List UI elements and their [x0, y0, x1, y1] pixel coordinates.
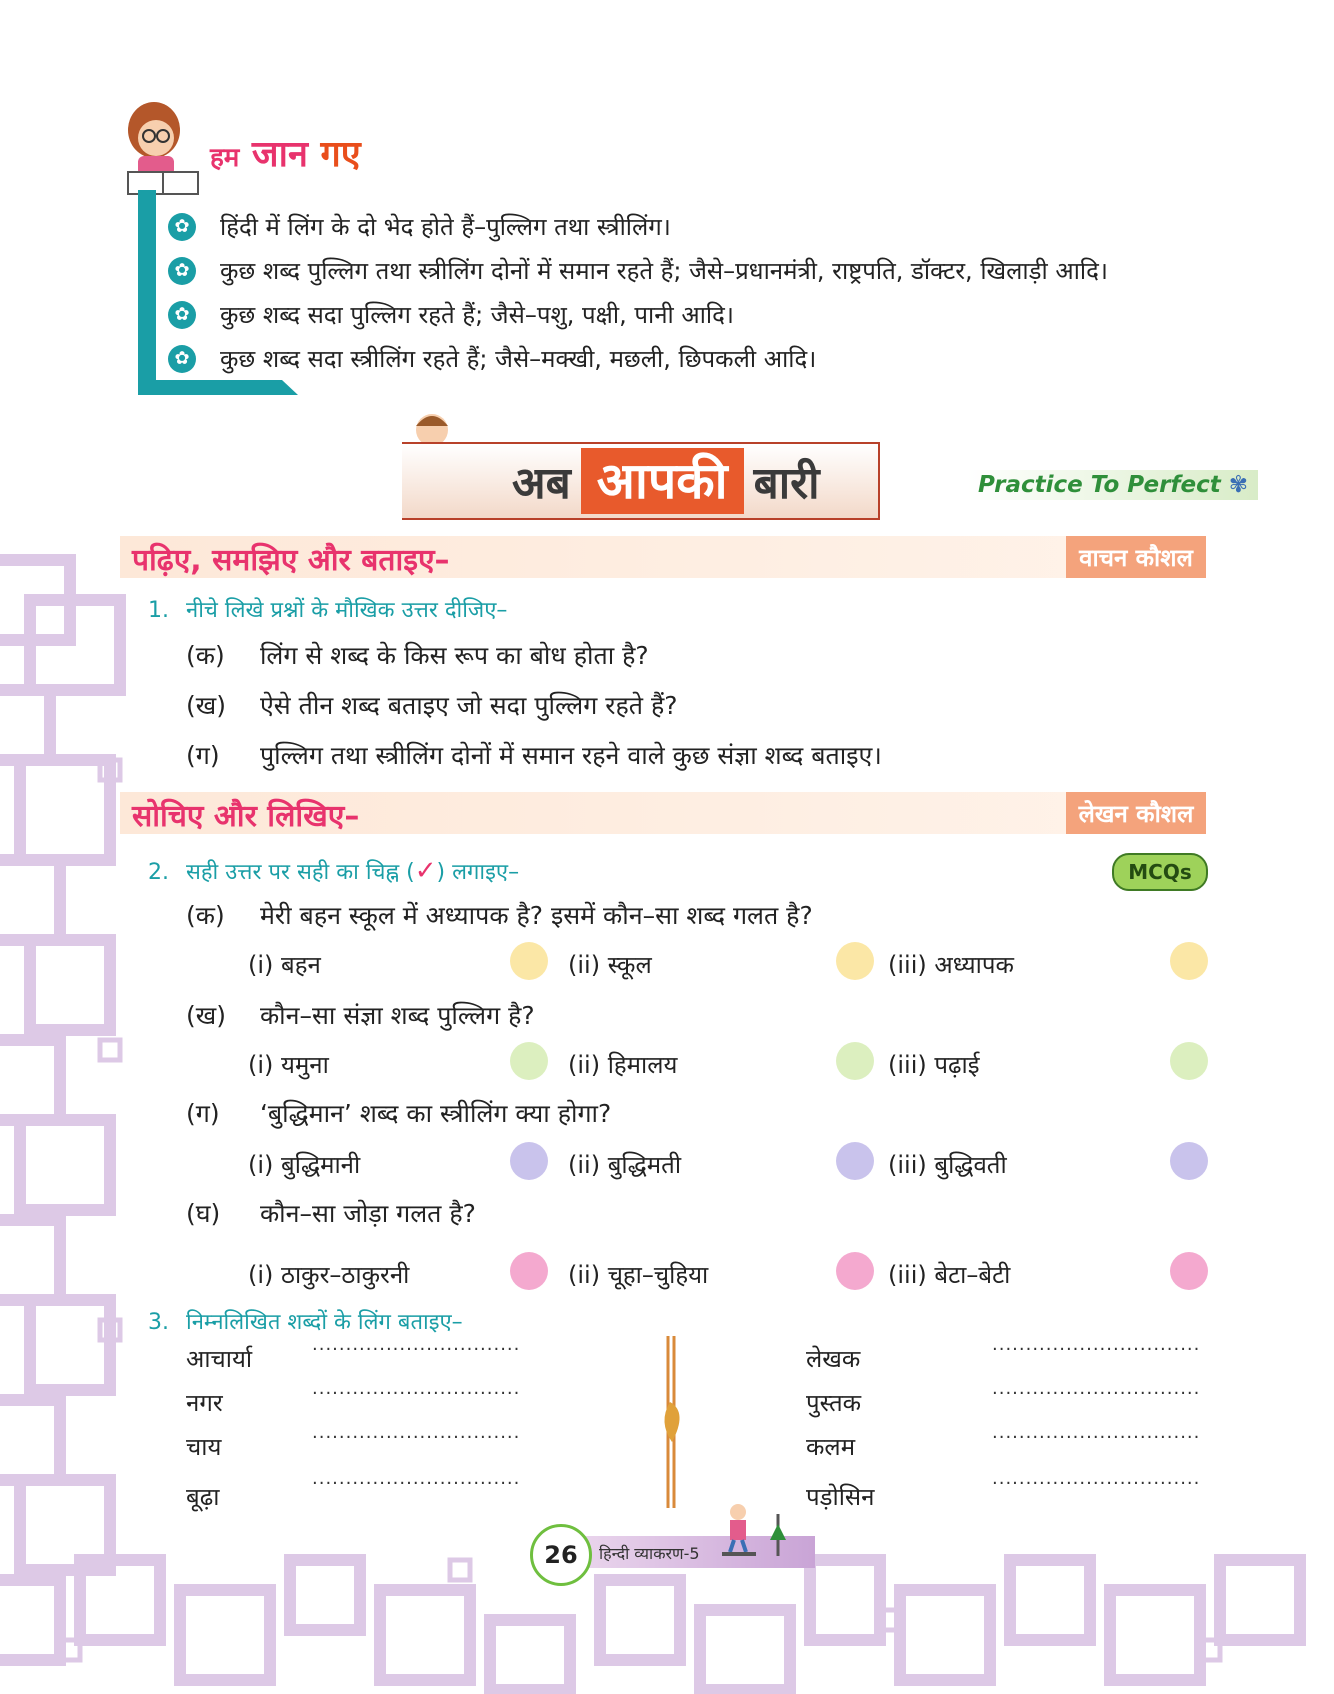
question-text-after: ) लगाइए– — [436, 860, 520, 885]
question-instruction — [148, 1306, 463, 1336]
summary-point — [168, 298, 734, 331]
practice-to-perfect-label — [968, 470, 1258, 500]
mcq-question — [186, 1096, 611, 1130]
gender-word: पुस्तक — [806, 1389, 862, 1417]
mcq-question — [186, 1196, 476, 1230]
answer-blank[interactable]: ............................... — [312, 1378, 521, 1399]
mcq-option-label: (i) ठाकुर–ठाकुरनी — [248, 1261, 410, 1289]
question-number: 1. — [148, 598, 169, 623]
mcq-option-label: (iii) पढ़ाई — [888, 1051, 980, 1079]
mcq-option-label: (ii) चूहा–चुहिया — [568, 1261, 709, 1289]
question-text: निम्नलिखित शब्दों के लिंग बताइए– — [186, 1310, 463, 1335]
mcq-question-text: ‘बुद्धिमान’ शब्द का स्त्रीलिंग क्या होगा? — [259, 1099, 612, 1128]
answer-circle[interactable] — [510, 1142, 548, 1180]
gender-word: पड़ोसिन — [806, 1483, 875, 1511]
mcq-question-text: मेरी बहन स्कूल में अध्यापक है? इसमें कौन–सा शब्द गलत है? — [259, 901, 813, 930]
sub-question-marker: (ख) — [186, 691, 226, 720]
answer-circle[interactable] — [510, 942, 548, 980]
summary-point-text: कुछ शब्द सदा स्त्रीलिंग रहते हैं; जैसे–मक्खी, मछली, छिपकली आदि। — [220, 345, 817, 373]
answer-blank[interactable]: ............................... — [992, 1468, 1201, 1489]
section-title: पढ़िए, समझिए और बताइए– — [132, 543, 450, 578]
answer-circle[interactable] — [836, 1252, 874, 1290]
banner-word-ab: अब — [512, 458, 571, 509]
answer-circle[interactable] — [510, 1252, 548, 1290]
mcq-option-label: (i) यमुना — [248, 1051, 329, 1079]
skill-tag: वाचन कौशल — [1066, 536, 1206, 578]
mcq-option-label: (iii) बुद्धिवती — [888, 1151, 1007, 1179]
sub-question — [186, 638, 649, 672]
summary-point-text: कुछ शब्द पुल्लिग तथा स्त्रीलिंग दोनों में समान रहते हैं; जैसे–प्रधानमंत्री, राष्ट्रपति, डॉक्टर, खिलाड़ी आदि। — [220, 257, 1108, 285]
sub-question-text: लिंग से शब्द के किस रूप का बोध होता है? — [259, 641, 649, 670]
answer-circle[interactable] — [1170, 942, 1208, 980]
answer-blank[interactable]: ............................... — [992, 1422, 1201, 1443]
question-number: 2. — [148, 860, 169, 885]
gender-word: नगर — [186, 1389, 223, 1417]
answer-circle[interactable] — [1170, 1142, 1208, 1180]
summary-heading — [210, 128, 361, 177]
sub-question-marker: (क) — [186, 641, 225, 670]
answer-blank[interactable]: ............................... — [312, 1422, 521, 1443]
mcq-option-label: (iii) अध्यापक — [888, 951, 1014, 979]
flower-bullet-icon: ✿ — [168, 257, 196, 285]
sub-question — [186, 738, 882, 772]
sub-question-text: पुल्लिग तथा स्त्रीलिंग दोनों में समान रहने वाले कुछ संज्ञा शब्द बताइए। — [259, 741, 882, 770]
summary-point-text: कुछ शब्द सदा पुल्लिग रहते हैं; जैसे–पशु, पक्षी, पानी आदि। — [220, 301, 734, 329]
mcq-option-label: (iii) बेटा–बेटी — [888, 1261, 1011, 1289]
answer-circle[interactable] — [510, 1042, 548, 1080]
summary-heading-word-1: हम — [210, 143, 240, 173]
answer-circle[interactable] — [836, 1142, 874, 1180]
page-number: 26 — [530, 1524, 592, 1586]
gender-word: लेखक — [806, 1345, 861, 1373]
mcq-badge: MCQs — [1112, 853, 1208, 891]
checkmark-icon: ✓ — [414, 856, 437, 886]
answer-blank[interactable]: ............................... — [992, 1334, 1201, 1355]
mcq-question-marker: (ख) — [186, 1001, 226, 1030]
answer-circle[interactable] — [836, 942, 874, 980]
sub-question-text: ऐसे तीन शब्द बताइए जो सदा पुल्लिग रहते हैं? — [259, 691, 678, 720]
answer-blank[interactable]: ............................... — [312, 1334, 521, 1355]
gender-word: कलम — [806, 1433, 856, 1461]
practice-to-perfect-text: Practice To Perfect — [978, 472, 1221, 498]
sub-question-marker: (ग) — [186, 741, 220, 770]
question-instruction — [148, 856, 519, 886]
summary-point-text: हिंदी में लिंग के दो भेद होते हैं–पुल्लिग तथा स्त्रीलिंग। — [220, 213, 671, 241]
summary-bracket — [138, 190, 156, 395]
flower-bullet-icon: ✿ — [168, 301, 196, 329]
mcq-question-marker: (क) — [186, 901, 225, 930]
sub-question — [186, 688, 678, 722]
question-text: नीचे लिखे प्रश्नों के मौखिक उत्तर दीजिए– — [186, 598, 508, 623]
answer-blank[interactable]: ............................... — [992, 1378, 1201, 1399]
gender-word: बूढ़ा — [186, 1483, 220, 1511]
mcq-option-label: (ii) बुद्धिमती — [568, 1151, 682, 1179]
practice-banner — [402, 442, 880, 520]
mcq-question — [186, 998, 535, 1032]
answer-circle[interactable] — [1170, 1042, 1208, 1080]
skill-tag: लेखन कौशल — [1066, 792, 1206, 834]
answer-circle[interactable] — [836, 1042, 874, 1080]
gender-word: चाय — [186, 1433, 222, 1461]
flower-bullet-icon: ✿ — [168, 213, 196, 241]
banner-word-baari: बारी — [753, 458, 820, 509]
summary-heading-word-3: गए — [320, 134, 361, 175]
boy-on-skateboard-icon — [712, 1500, 792, 1560]
answer-blank[interactable]: ............................... — [312, 1468, 521, 1489]
answer-circle[interactable] — [1170, 1252, 1208, 1290]
mcq-option-label: (ii) स्कूल — [568, 951, 652, 979]
mcq-question-text: कौन–सा संज्ञा शब्द पुल्लिग है? — [259, 1001, 535, 1030]
question-number: 3. — [148, 1310, 169, 1335]
mcq-option-label: (i) बहन — [248, 951, 321, 979]
mcq-question-marker: (ग) — [186, 1099, 220, 1128]
section-bar-writing — [120, 792, 1206, 834]
summary-heading-word-2: जान — [251, 134, 308, 175]
section-bar-reading — [120, 536, 1206, 578]
summary-bracket-foot — [138, 380, 298, 395]
girl-reading-illustration — [118, 100, 208, 200]
flower-bullet-icon: ✿ — [168, 345, 196, 373]
mcq-option-label: (ii) हिमालय — [568, 1051, 678, 1079]
summary-point — [168, 210, 671, 243]
summary-point — [168, 254, 1108, 287]
summary-point — [168, 342, 816, 375]
question-instruction — [148, 594, 507, 624]
section-title: सोचिए और लिखिए– — [132, 799, 360, 834]
mcq-option-label: (i) बुद्धिमानी — [248, 1151, 361, 1179]
mcq-question-text: कौन–सा जोड़ा गलत है? — [259, 1199, 476, 1228]
mcq-question — [186, 898, 813, 932]
flower-sprig-icon: ✾ — [1228, 472, 1249, 498]
gender-word: आचार्या — [186, 1345, 253, 1373]
question-text-before: सही उत्तर पर सही का चिह्न ( — [186, 860, 415, 885]
book-title: हिन्दी व्याकरण-5 — [599, 1544, 700, 1563]
mcq-question-marker: (घ) — [186, 1199, 221, 1228]
banner-word-aapki: आपकी — [581, 448, 744, 514]
decorative-divider-icon — [652, 1332, 692, 1512]
